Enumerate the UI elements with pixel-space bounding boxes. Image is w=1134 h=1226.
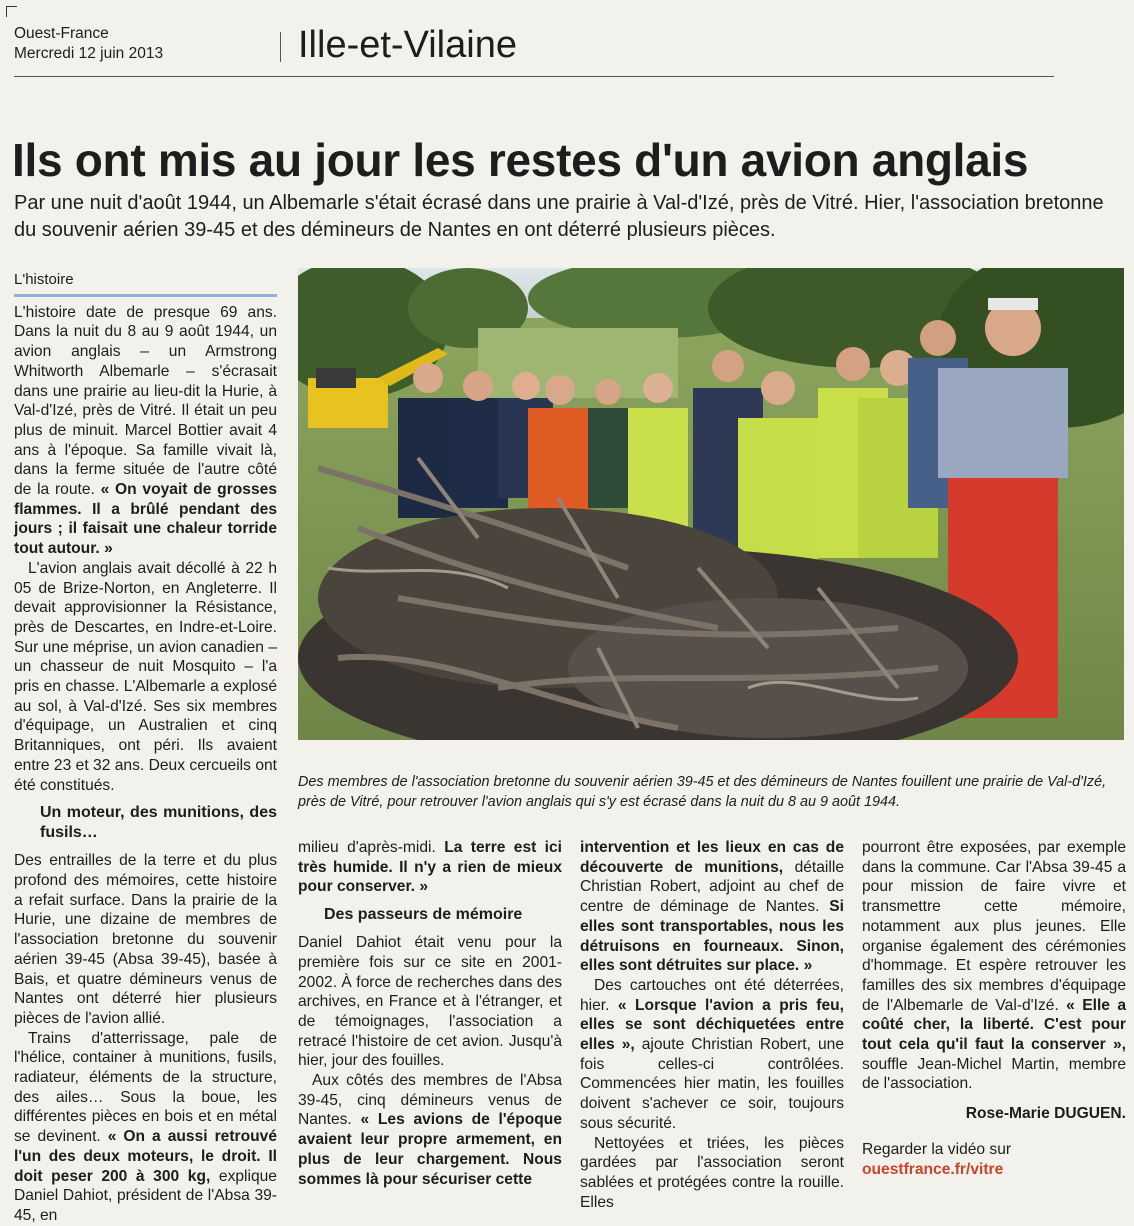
col4-paragraph-0: pourront être exposées, par exemple dans la commune. Car l'Absa 39-45 a pour mission de faire vivre et transmettre cette mémoire, notamment aux plus jeunes. Elle organise également des cérémonies d'hommage. Et espère retrouver les familles des six membres d'équipage de l'Albemarle de Val-d'Izé. « Elle a coûté cher, la liberté. C'est pour tout cela qu'il faut la conserver », souffle Jean-Michel Martin, membre de l'association.: [862, 839, 1126, 1093]
col1-paragraph-2: Trains d'atterrissage, pale de l'hélice, container à munitions, fusils, radiateur, éléments de la structure, des ailes… Sous la boue, les différentes pièces en bois et en métal se devinent. « On a aussi retrouvé l'un des deux moteurs, le droit. Il doit peser 200 à 300 kg, explique Daniel Dahiot, président de l'Absa 39-45, en: [14, 1029, 277, 1224]
header-rule: [14, 76, 1054, 77]
column-2: [298, 838, 562, 1189]
photo-illustration: [298, 268, 1124, 740]
col2-paragraph-0: milieu d'après-midi. La terre est ici très humide. Il n'y a rien de mieux pour conserver. »: [298, 839, 563, 896]
col3-paragraph-0: intervention et les lieux en cas de découverte de munitions, détaille Christian Robert, adjoint au chef de centre de déminage de Nantes. Si elles sont transportables, nous les détruisons en fourneaux. Sinon, elles sont détruites sur place. »: [580, 839, 844, 975]
headline: Ils ont mis au jour les restes d'un avion anglais: [12, 134, 1029, 186]
video-label: Regarder la vidéo sur: [862, 1140, 1012, 1158]
col2-paragraph-2: Aux côtés des membres de l'Absa 39-45, cinq démineurs venus de Nantes. « Les avions de l'époque avaient leur propre armement, en plus de leur chargement. Nous sommes là pour sécuriser cette: [298, 1072, 562, 1188]
photo-caption: Des membres de l'association bretonne du souvenir aérien 39-45 et des démineurs de Nantes fouillent une prairie de Val-d'Izé, près de Vitré, pour retrouver l'avion anglais qui s'y est écrasé dans la nuit du 8 au 9 août 1944.: [298, 774, 1107, 810]
history-box-title: L'histoire: [14, 270, 277, 297]
history-paragraph-2: L'avion anglais avait décollé à 22 h 05 de Brize-Norton, en Angleterre. Il devait approvisionner la Résistance, près de Descartes, en Indre-et-Loire. Sur une méprise, un avion canadien – un chasseur de nuit Mosquito – l'a pris en chasse. L'Albemarle a explosé au sol, à Val-d'Izé. Ses six membres d'équipage, un Australien et cinq Britanniques, ont péri. Ils avaient entre 23 et 32 ans. Deux cercueils ont été constitués.: [14, 559, 277, 794]
masthead: [14, 24, 163, 64]
section-title: Ille-et-Vilaine: [298, 24, 517, 66]
column-1: [14, 270, 277, 1226]
column-3: [580, 838, 844, 1212]
history-quote: « On voyait de grosses flammes. Il a brûlé pendant des jours ; il faisait une chaleur torride tout autour. »: [14, 481, 277, 558]
history-paragraph-1: L'histoire date de presque 69 ans. Dans la nuit du 8 au 9 août 1944, un avion anglais – un Armstrong Whitworth Albemarle – s'écrasait dans une prairie au lieu-dit la Hurie, à Val-d'Izé, près de Vitré. Il était un peu plus de minuit. Marcel Bottier avait 4 ans à l'époque. Sa famille vivait là, dans la ferme située de l'autre côté de la route. « On voyait de grosses flammes. Il a brûlé pendant des jours ; il faisait une chaleur torride tout autour. »: [14, 303, 277, 558]
column-4: [862, 838, 1126, 1179]
col3-paragraph-1: Des cartouches ont été déterrées, hier. « Lorsque l'avion a pris feu, elles se sont déchiquetées entre elles », ajoute Christian Robert, une fois celles-ci contrôlées. Commencées hier matin, les fouilles doivent s'achever ce soir, toujours sous sécurité.: [580, 976, 844, 1132]
col3-paragraph-2: Nettoyées et triées, les pièces gardées par l'association seront sablées et protégées contre la rouille. Elles: [580, 1134, 844, 1211]
col2-paragraph-1: Daniel Dahiot était venu pour la première fois sur ce site en 2001-2002. À force de recherches dans des archives, en France et à l'étranger, et de témoignages, l'association a retracé l'histoire de cet avion. Jusqu'à hier, jour des fouilles.: [298, 934, 562, 1070]
section-divider: [280, 32, 281, 62]
crop-mark: [6, 6, 17, 17]
paper-name: Ouest-France: [14, 25, 109, 42]
video-promo: [862, 1140, 1126, 1179]
col1-paragraph-1: Des entrailles de la terre et du plus profond des mémoires, cette histoire a refait surface. Dans la prairie de la Hurie, une dizaine de membres de l'association bretonne du souvenir aérien 39-45 (Absa 39-45), basée à Bais, et quatre démineurs venus de Nantes ont déterré hier plusieurs pièces de l'avion allié.: [14, 852, 277, 1027]
excavation-photo: [298, 268, 1124, 740]
video-link[interactable]: ouestfrance.fr/vitre: [862, 1160, 1004, 1178]
subhead-passeurs: Des passeurs de mémoire: [324, 906, 523, 924]
standfirst: Par une nuit d'août 1944, un Albemarle s'était écrasé dans une prairie à Val-d'Izé, près de Vitré. Hier, l'association bretonne du souvenir aérien 39-45 et des démineurs de Nantes en ont déterré plusieurs pièces.: [14, 192, 1104, 241]
issue-date: Mercredi 12 juin 2013: [14, 45, 164, 62]
subhead-moteur: Un moteur, des munitions, des fusils…: [40, 804, 277, 842]
author-signature: Rose-Marie DUGUEN.: [965, 1105, 1126, 1123]
